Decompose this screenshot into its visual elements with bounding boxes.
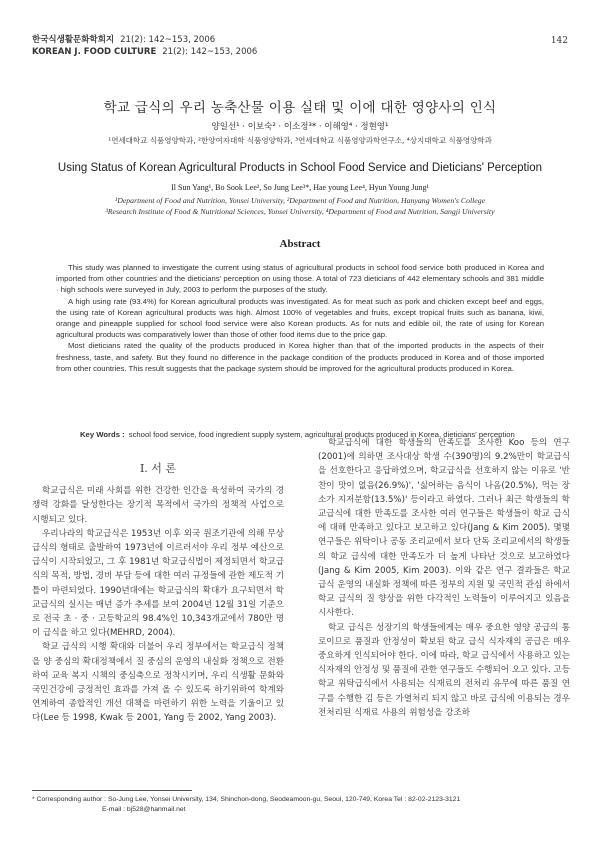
- left-column: [32, 462, 284, 726]
- section-heading: I. 서 론: [139, 462, 177, 475]
- journal-header: [32, 34, 257, 58]
- authors-korean: 양일선¹ · 이보숙² · 이소정³* · 이해영⁴ · 정현영¹: [211, 122, 389, 132]
- page-number: 142: [550, 36, 568, 46]
- journal-volume-ko: 21(2): 142~153, 2006: [120, 35, 216, 45]
- body-paragraph: 학교 급식의 시행 확대와 더불어 우리 정부에서는 학교급식 정책을 양 중심의 확대정책에서 질 중심의 운영의 내실화 정책으로 전환하여 교육 복지 시책의 중심축으로 정착시키며, 우리 식생활 문화와 국민건강에 긍정적인 효과를 가져 올 수 있도록 하기위하여 학계와 연계하여 종합적인 개선 대책을 마련하기 위한 노력을 기울이고 있다(Lee 등 1998, Kwak 등 2001, Yang 등 2002, Yang 2003).: [32, 642, 284, 724]
- title-korean: 학교 급식의 우리 농축산물 이용 실태 및 이에 대한 영양사의 인식: [103, 100, 497, 116]
- keywords-label: Key Words :: [80, 430, 125, 439]
- journal-name-en: KOREAN J. FOOD CULTURE: [32, 47, 157, 57]
- authors-english: Il Sun Yang¹, Bo Sook Lee², So Jung Lee³*, Hae young Lee⁴, Hyun Young Jung¹: [171, 183, 429, 192]
- right-column: [318, 436, 570, 720]
- title-english: Using Status of Korean Agricultural Products in School Food Service and Dieticians' Perception: [57, 162, 543, 174]
- body-paragraph: 학교급식은 미래 사회를 위한 건강한 인간을 육성하여 국가의 경쟁력 강화를 달성한다는 장기적 목적에서 국가의 정책적 사업으로 시행되고 있다.: [32, 486, 284, 525]
- affiliation-line: ³Research Institute of Food & Nutritional Sciences, Yonsei University, ⁴Department of Food and Nutrition, Sangji University: [105, 207, 495, 216]
- footnote-email: E-mail : bj528@hanmail.net: [102, 806, 186, 813]
- abstract-paragraph: This study was planned to investigate the current using status of agricultural products in school food service both produced in Korea and imported from other countries and the dieticians' perception on using those. A total of 723 dieticians of 442 elementary schools and 381 middle · high schools were surveyed in July, 2003 to perform the purposes of the study.: [56, 263, 544, 295]
- body-paragraph: 우리나라의 학교급식은 1953년 이후 외국 원조기관에 의해 무상급식의 형태로 출발하여 1973년에 이르러서야 우리 정부 예산으로 급식이 시작되었고, 그 후 1981년 학교급식법이 제정되면서 학교급식의 목적, 방법, 경비 부담 등에 대한 여러 규정들에 관한 제도적 기틀이 마련되었다. 1990년대에는 학교급식의 확대가 요구되면서 학교급식의 실시는 매년 증가 추세를 보여 2004년 12월 31일 기준으로 전국 초 · 중 · 고등학교의 98.4%인 10,343개교에서 780만 명이 급식을 하고 있다(MEHRD, 2004).: [32, 528, 284, 639]
- abstract-paragraph: A high using rate (93.4%) for Korean agricultural products was investigated. As for meat such as pork and chicken except beef and eggs, the using rate of Korean agricultural products was high. Almost 100% of vegetables and fruits, except tropical fruits such as banana, kiwi, orange and pineapple supplied for school food service were also Korean products. As for nuts and edible oil, the rate of using for Korean agricultural products was comparatively lower than those of other food items due to the price gap.: [56, 296, 544, 340]
- body-paragraph: 학교 급식은 성장기의 학생들에게는 매우 중요한 영양 공급의 통로이므로 품질과 안정성이 확보된 학교 급식 식자재의 공급은 매우 중요하게 인식되어야 한다. 이에 따라, 학교 급식에서 사용하고 있는 식자재의 안정성 및 품질에 관한 연구들도 수행되어 오고 있다. 고등학교 위탁급식에서 사용되는 식재료의 전처리 유무에 따른 품질 연구를 수행한 김 등은 가열처리 되지 않고 바로 급식에 이용되는 경우 전처리된 식재료 사용의 위험성을 강조하: [318, 622, 570, 718]
- affiliation-line: ¹Department of Food and Nutrition, Yonsei University, ²Department of Food and Nutrition, Hanyang Women's College: [114, 196, 486, 205]
- journal-name-ko: 한국식생활문화학회지: [32, 35, 115, 45]
- abstract-body: [56, 262, 544, 374]
- footnote-divider: [32, 790, 192, 791]
- abstract-heading: Abstract: [279, 238, 321, 250]
- body-paragraph: 학교급식에 대한 학생들의 만족도를 조사한 Koo 등의 연구(2001)에 의하면 조사대상 학생 수(390명)의 9.2%만이 학교급식을 선호한다고 응답하였으며, 학교급식을 선호하지 않는 이유로 '반찬이 맛이 없음(26.9%)', '싫어하는 음식이 나옴(20.5%), 먹는 장소가 지저분함(13.5%)' 등이라고 하였다. 그러나 최근 학생들의 학교급식에 대한 만족도를 조사한 여러 연구들은 학생들이 학교 급식에 대해 만족하고 있다고 보고하고 있다(Jang & Kim 2005). 몇몇 연구들은 위탁이나 공동 조리교에서 보다 단독 조리교에서의 학생들의 학교 급식에 대한 만족도가 더 높게 나타난 것으로 보고하였다(Jang & Kim 2005, Kim 2003). 이와 같은 연구 결과들은 학교 급식 운영의 내실화 정책에 따른 정부의 지원 및 국민적 관심 하에서 학교 급식의 질 향상을 위한 다각적인 노력들이 이루어지고 있음을 시사한다.: [318, 438, 570, 619]
- keywords-text: school food service, food ingredient supply system, agricultural products produced in Korea, dieticians' perception: [128, 430, 515, 439]
- abstract-paragraph: Most dieticians rated the quality of the products produced in Korea higher than that of the imported products in the aspects of their freshness, taste, and safety. But they found no difference in the package condition of the products produced in Korea and of those imported from other countries. This result suggests that the package system should be improved for the agricultural products produced in Korea.: [56, 341, 544, 373]
- journal-volume-en: 21(2): 142~153, 2006: [162, 47, 258, 57]
- affiliations-english: [20, 195, 580, 217]
- affiliations-korean: ¹연세대학교 식품영양학과, ²한양여자대학 식품영양학과, ³연세대학교 식품영양과학연구소, ⁴상지대학교 식품영양학과: [108, 136, 492, 145]
- footnote: [32, 795, 568, 815]
- footnote-author: * Corresponding author : So-Jung Lee, Yonsei University, 134, Shinchon-dong, Seodeamoon-gu, Seoul, 120-749, Korea Tel : 82-02-2123-3121: [32, 796, 461, 803]
